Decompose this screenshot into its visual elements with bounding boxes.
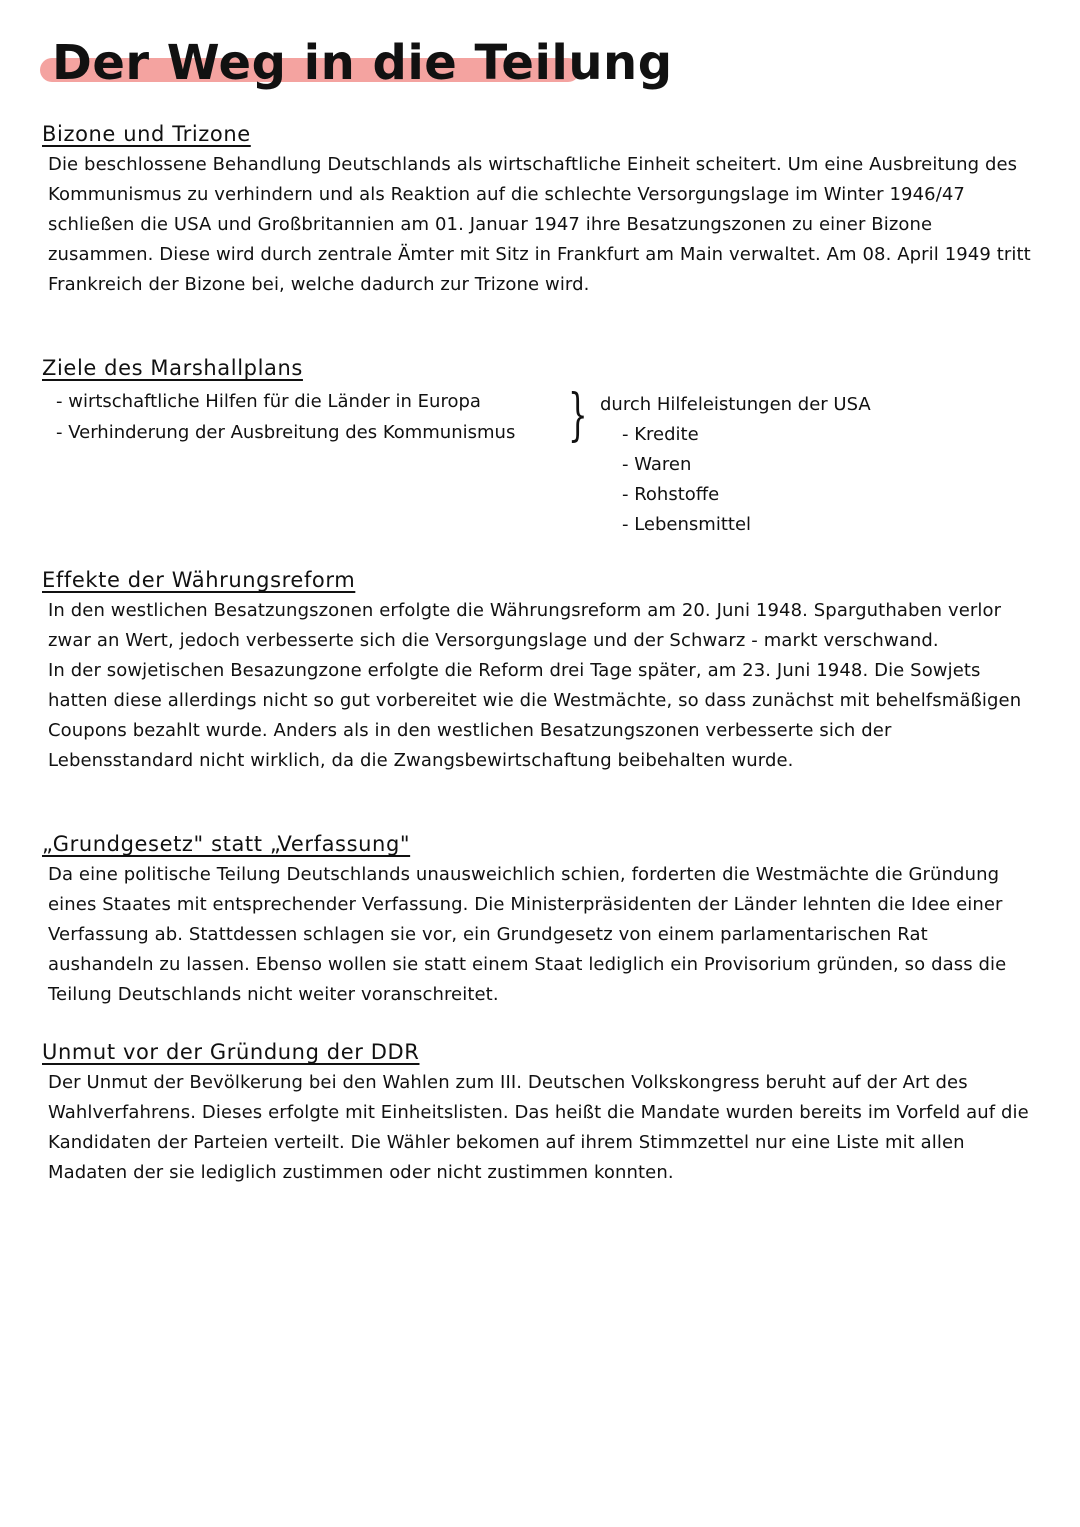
section-reform [42,566,1042,776]
section-bizone [42,120,1042,300]
section-grundgesetz [42,830,1042,1010]
paragraph-bizone: Die beschlossene Behandlung Deutschlands als wirtschaftliche Einheit scheitert. Um eine Ausbreitung des Kommunismus zu verhindern und als Reaktion auf die schlechte Versorgungslage im Winter 1946/47 schließen die USA und Großbritannien am 01. Januar 1947 ihre Besatzungszonen zu einer Bizone zusammen. Diese wird durch zentrale Ämter mit Sitz in Frankfurt am Main verwaltet. Am 08. April 1949 tritt Frankreich der Bizone bei, welche dadurch zur Trizone wird. [48,154,1031,295]
section-unmut [42,1038,1042,1188]
section-heading-bizone: Bizone und Trizone [42,122,251,146]
goal-item: - wirtschaftliche Hilfen für die Länder in Europa [56,391,481,412]
aid-item: - Waren [622,454,692,475]
section-heading-unmut: Unmut vor der Gründung der DDR [42,1040,420,1064]
paragraph-unmut: Der Unmut der Bevölkerung bei den Wahlen zum III. Deutschen Volkskongress beruht auf der Art des Wahlverfahrens. Dieses erfolgte mit Einheitslisten. Das heißt die Mandate wurden bereits im Vorfeld auf die Kandidaten der Parteien verteilt. Die Wähler bekomen auf ihrem Stimmzettel nur eine Liste mit allen Madaten der sie lediglich zustimmen oder nicht zustimmen konnten. [48,1072,1029,1183]
section-heading-marshall: Ziele des Marshallplans [42,356,303,380]
curly-brace-icon: } [568,383,588,448]
page-title: Der Weg in die Teilung [52,35,673,91]
aid-item: - Kredite [622,424,699,445]
section-heading-reform: Effekte der Währungsreform [42,568,356,592]
aid-item: - Rohstoffe [622,484,720,505]
paragraph-reform-west: In den westlichen Besatzungszonen erfolgte die Währungsreform am 20. Juni 1948. Sparguthaben verlor zwar an Wert, jedoch verbesserte sich die Versorgungslage und der Schwarz - markt verschwand. [48,600,1002,651]
section-heading-grundgesetz: „Grundgesetz" statt „Verfassung" [42,832,411,856]
paragraph-reform-east: In der sowjetischen Besazungzone erfolgte die Reform drei Tage später, am 23. Juni 1948. Die Sowjets hatten diese allerdings nicht so gut vorbereitet wie die Westmächte, so dass zunächst mit behelfsmäßigen Coupons bezahlt wurde. Anders als in den westlichen Besatzungszonen verbesserte sich der Lebensstandard nicht wirklich, da die Zwangsbewirtschaftung beibehalten wurde. [48,660,1022,771]
goals-list [56,386,515,448]
section-marshall [42,354,1042,556]
aid-item: - Lebensmittel [622,514,752,535]
marshall-goals-block [42,383,1042,556]
goal-item: - Verhinderung der Ausbreitung des Kommunismus [56,422,516,443]
title-block [40,28,673,108]
paragraph-grundgesetz: Da eine politische Teilung Deutschlands unausweichlich schien, forderten die Westmächte die Gründung eines Staates mit entsprechender Verfassung. Die Ministerpräsidenten der Länder lehnten die Idee einer Verfassung ab. Stattdessen schlagen sie vor, ein Grundgesetz von einem parlamentarischen Rat aushandeln zu lassen. Ebenso wollen sie statt einem Staat lediglich ein Provisorium gründen, so dass die Teilung Deutschlands nicht weiter voranschreitet. [48,864,1007,1005]
aid-list [622,420,751,540]
means-label: durch Hilfeleistungen der USA [600,394,871,415]
